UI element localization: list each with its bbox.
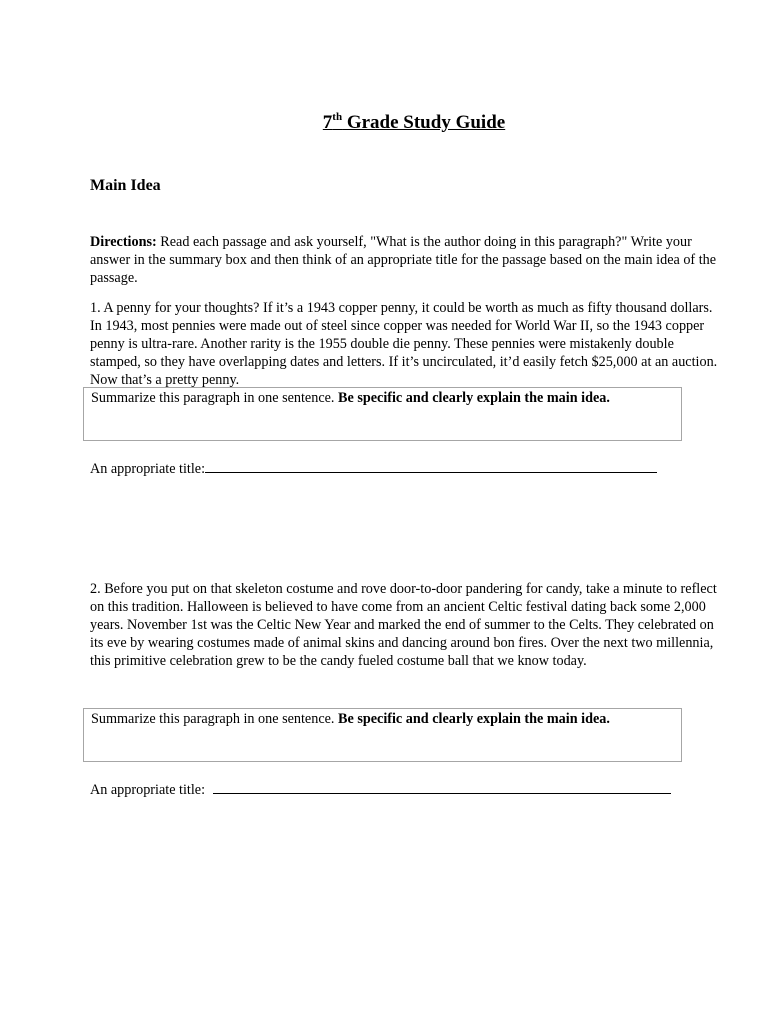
title-label: An appropriate title: — [90, 782, 209, 798]
summary-prompt: Summarize this paragraph in one sentence. — [91, 711, 339, 727]
summary-box-2[interactable] — [83, 708, 682, 762]
directions-label: Directions: — [90, 234, 157, 250]
page-title — [0, 110, 768, 136]
title-line-2 — [90, 779, 671, 799]
directions-text: Read each passage and ask yourself, "What is the author doing in this paragraph?" Write your answer in the summary box and then think of an appropriate title for the passage based on the main idea of the passage. — [90, 234, 717, 286]
passage-2-text: 2. Before you put on that skeleton costume and rove door-to-door pandering for candy, take a minute to reflect on this tradition. Halloween is believed to have come from an ancient Celtic festival dating back some 2,000 years. November 1st was the Celtic New Year and marked the end of summer to the Celts. They celebrated on its eve by wearing costumes made of animal skins and dancing around bon fires. Over the next two millennia, this primitive celebration grew to be the candy fueled costume ball that we know today. — [90, 581, 717, 669]
directions — [90, 233, 722, 287]
summary-prompt: Summarize this paragraph in one sentence. — [91, 390, 339, 406]
title-label: An appropriate title: — [90, 461, 206, 477]
title-blank-1[interactable] — [205, 458, 657, 473]
summary-emphasis: Be specific and clearly explain the main idea. — [338, 711, 610, 727]
passage-1-text: 1. A penny for your thoughts? If it’s a 1943 copper penny, it could be worth as much as fifty thousand dollars. In 1943, most pennies were made out of steel since copper was needed for World War II, so the 1943 copper penny is ultra-rare. Another rarity is the 1955 double die penny. These pennies were mistakenly double stamped, so they have overlapping dates and letters. If it’s uncirculated, it’d easily fetch $25,000 at an auction. Now that’s a pretty penny. — [90, 300, 718, 388]
title-blank-2[interactable] — [213, 779, 671, 794]
summary-emphasis: Be specific and clearly explain the main idea. — [338, 390, 610, 406]
title-superscript: th — [332, 111, 343, 123]
section-heading: Main Idea — [90, 177, 161, 194]
title-text: Grade Study Guide — [342, 112, 506, 133]
summary-box-1[interactable] — [83, 387, 682, 441]
title-line-1 — [90, 458, 657, 478]
title-number: 7 — [322, 112, 333, 133]
